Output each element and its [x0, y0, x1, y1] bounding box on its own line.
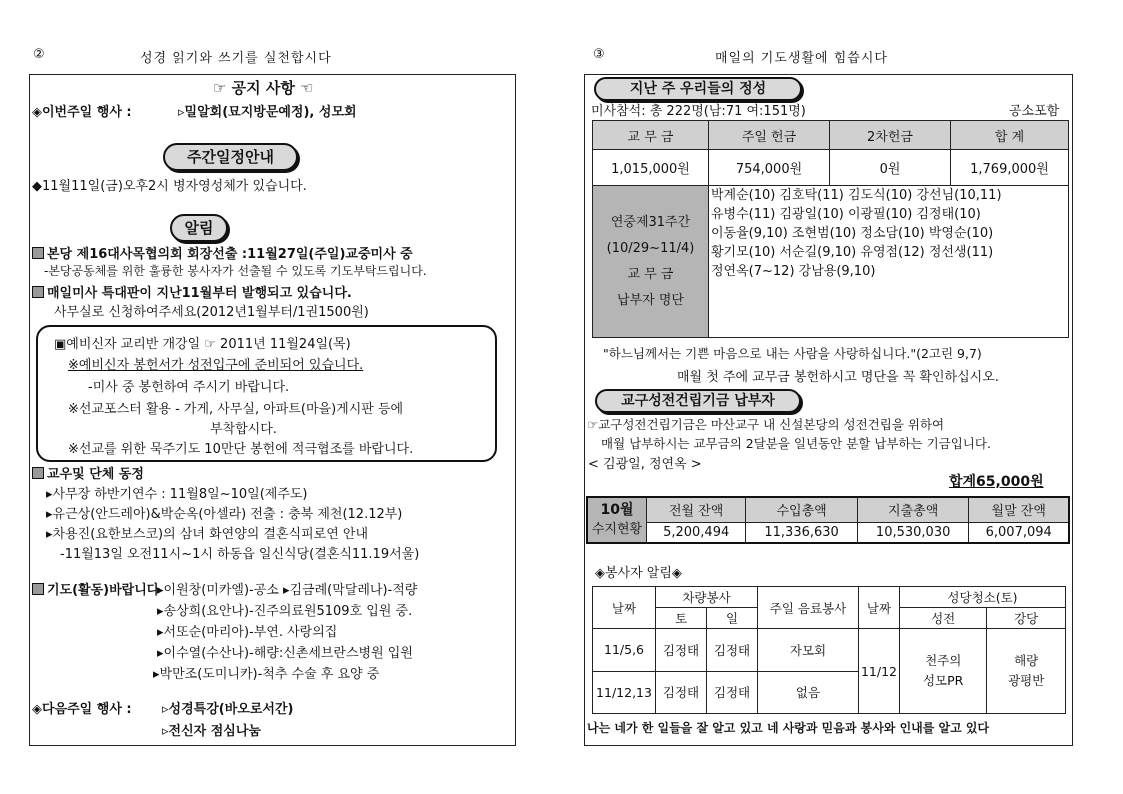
- vol-cell: 자모회: [758, 629, 859, 672]
- prayer-line: ▸서또순(마리아)-부연. 사랑의집: [157, 625, 338, 640]
- fund-names: < 김광일, 정연옥 >: [588, 457, 702, 472]
- prayer-line: ▸이수열(수산나)-해량:신촌세브란스병원 입원: [157, 646, 413, 661]
- box-title: ▣예비신자 교리반 개강일 ☞ 2011년 11월24일(목): [54, 337, 351, 352]
- box-line-2: -미사 중 봉헌하여 주시기 바랍니다.: [88, 380, 290, 395]
- next-week-value-1: ▹성경특강(바오로서간): [162, 702, 294, 717]
- weekly-schedule-title: 주간일정안내: [163, 143, 298, 171]
- weekly-item: ◆11월11일(금)오후2시 병자영성체가 있습니다.: [32, 179, 307, 194]
- vol-cell: 김정태: [656, 629, 707, 672]
- offering-header: 2차헌금: [830, 121, 951, 150]
- fund-title: 교구성전건립기금 납부자: [595, 389, 801, 413]
- vol-clean-date: 11/12: [859, 629, 900, 714]
- box-line-5: ※선교를 위한 묵주기도 10만단 봉헌에 적극협조를 바랍니다.: [68, 442, 414, 457]
- offering-header: 교 무 금: [593, 121, 709, 150]
- attendance: 미사참석: 총 222명(남:71 여:151명): [591, 104, 806, 119]
- vol-sanctuary-cell: 천주의 성모PR: [900, 629, 987, 714]
- prayer-line: ▸송상희(요안나)-진주의료원5109호 입원 중.: [157, 604, 413, 619]
- box-line-4: 부착합시다.: [210, 422, 277, 437]
- payers-line: 박계순(10) 김호탁(11) 김도식(10) 강선님(10,11): [711, 188, 1002, 203]
- vol-cell: 김정태: [707, 671, 758, 714]
- vol-sanctuary-header: 성전: [900, 608, 987, 629]
- header-left: 성경 읽기와 쓰기를 실천합시다: [140, 51, 332, 66]
- balance-label: 10월 수지현황: [587, 497, 647, 543]
- left-panel: [29, 74, 516, 746]
- this-week-value: ▹밀알회(묘지방문예정), 성모회: [178, 105, 357, 120]
- balance-value: 6,007,094: [969, 522, 1069, 543]
- balance-value: 10,530,030: [857, 522, 969, 543]
- offering-header: 합 계: [951, 121, 1069, 150]
- square-bullet-icon: [32, 247, 44, 259]
- item-2-desc: 사무실로 신청하여주세요(2012년1월부터/1권1500원): [54, 305, 369, 320]
- item-1-desc: -본당공동체를 위한 훌륭한 봉사자가 선출될 수 있도록 기도부탁드립니다.: [44, 264, 427, 278]
- next-week-label: ◈다음주일 행사 :: [32, 702, 132, 717]
- item-2-title: 매일미사 특대판이 지난11월부터 발행되고 있습니다.: [32, 282, 352, 301]
- quote: "하느님께서는 기쁜 마음으로 내는 사람을 사랑하십니다."(2고린 9,7): [603, 346, 982, 361]
- catechumen-box: [36, 325, 497, 462]
- vol-car-header: 차량봉사: [656, 587, 758, 608]
- payers-line: 이동율(9,10) 조현범(10) 정소담(10) 박영순(10): [711, 226, 994, 241]
- group-line: -11월13일 오전11시~1시 하동읍 일신식당(결혼식11.19서울): [60, 547, 420, 562]
- group-line: ▸사무장 하반기연수 : 11월8일~10일(제주도): [46, 487, 308, 502]
- balance-header: 지출총액: [857, 497, 969, 522]
- right-panel: [584, 74, 1073, 746]
- vol-cell: 11/12,13: [593, 671, 656, 714]
- payers-list: [709, 186, 1069, 338]
- group-line: ▸유근상(안드레아)&박순옥(아셀라) 전출 : 충북 제천(12.12부): [46, 507, 403, 522]
- prayer-line: ▸이원창(미카엘)-공소 ▸김금례(막달레나)-적량: [157, 583, 418, 598]
- prayer-line: ▸박만조(도미니카)-척추 수술 후 요양 중: [153, 667, 380, 682]
- vol-date2-header: 날짜: [859, 587, 900, 629]
- vol-cell: 없음: [758, 671, 859, 714]
- vol-date-header: 날짜: [593, 587, 656, 629]
- vol-cell: 김정태: [656, 671, 707, 714]
- square-bullet-icon: [32, 583, 44, 595]
- vol-cell: 11/5,6: [593, 629, 656, 672]
- offering-header: 주일 헌금: [709, 121, 830, 150]
- groups-title: 교우및 단체 동정: [32, 463, 144, 482]
- payers-label: 연중제31주간 (10/29~11/4) 교 무 금 납부자 명단: [593, 186, 709, 338]
- offering-value: 1,769,000원: [951, 150, 1069, 186]
- offering-title: 지난 주 우리들의 정성: [594, 77, 802, 101]
- page-number-right: ③: [593, 47, 605, 62]
- this-week-label: ◈이번주일 행사 :: [32, 105, 132, 120]
- next-week-value-2: ▹전신자 점심나눔: [162, 724, 261, 739]
- offering-value: 0원: [830, 150, 951, 186]
- header-right: 매일의 기도생활에 힘씁시다: [715, 51, 888, 66]
- fund-line-1: ☞교구성전건립기금은 마산교구 내 신설본당의 성전건립을 위하여: [587, 417, 945, 432]
- square-bullet-icon: [32, 467, 44, 479]
- balance-value: 11,336,630: [746, 522, 858, 543]
- payers-line: 황기모(10) 서순길(9,10) 유영점(12) 정선생(11): [711, 245, 994, 260]
- square-bullet-icon: [32, 286, 44, 298]
- fund-line-2: 매월 납부하시는 교무금의 2달분을 일년동안 분할 납부하는 기금입니다.: [601, 436, 991, 451]
- payers-table: [592, 185, 1069, 338]
- group-line: ▸차용진(요한보스코)의 삼녀 화연양의 결혼식피로연 안내: [46, 527, 369, 542]
- quote-note: 매월 첫 주에 교무금 봉헌하시고 명단을 꼭 확인하십시오.: [677, 370, 999, 385]
- fund-total: 합계65,000원: [949, 474, 1044, 490]
- payers-line: 유병수(11) 김광일(10) 이광필(10) 김정태(10): [711, 207, 981, 222]
- vol-hall-cell: 해량 광평반: [987, 629, 1066, 714]
- balance-table: [586, 496, 1070, 544]
- notice-title: ☞ 공지 사항 ☜: [213, 79, 314, 97]
- box-line-1: ※예비신자 봉헌서가 성전입구에 준비되어 있습니다.: [68, 358, 364, 373]
- vol-cell: 김정태: [707, 629, 758, 672]
- offering-value: 754,000원: [709, 150, 830, 186]
- offering-table: [592, 120, 1069, 186]
- box-line-3: ※선교포스터 활용 - 가게, 사무실, 아파트(마을)게시판 등에: [68, 402, 404, 417]
- balance-header: 월말 잔액: [969, 497, 1069, 522]
- payers-line: 정연옥(7~12) 강남용(9,10): [711, 264, 876, 279]
- volunteer-title: ◈봉사자 알림◈: [595, 566, 682, 581]
- footer-quote: 나는 네가 한 일들을 잘 알고 있고 네 사랑과 믿음과 봉사와 인내를 알고 있다: [587, 721, 990, 735]
- vol-drink-header: 주일 음료봉사: [758, 587, 859, 629]
- page-number-left: ②: [33, 47, 45, 62]
- prayer-title: 기도(활동)바랍니다: [32, 579, 159, 598]
- balance-header: 수입총액: [746, 497, 858, 522]
- balance-value: 5,200,494: [647, 522, 746, 543]
- balance-header: 전월 잔액: [647, 497, 746, 522]
- notice2-title: 알림: [170, 214, 228, 242]
- vol-sun-header: 일: [707, 608, 758, 629]
- volunteer-table: [592, 586, 1066, 714]
- vol-hall-header: 강당: [987, 608, 1066, 629]
- vol-sat-header: 토: [656, 608, 707, 629]
- attendance-note: 공소포함: [1009, 104, 1060, 119]
- vol-clean-header: 성당청소(토): [900, 587, 1066, 608]
- offering-value: 1,015,000원: [593, 150, 709, 186]
- item-1-title: 본당 제16대사목협의회 회장선출 :11월27일(주일)교중미사 중: [32, 243, 413, 262]
